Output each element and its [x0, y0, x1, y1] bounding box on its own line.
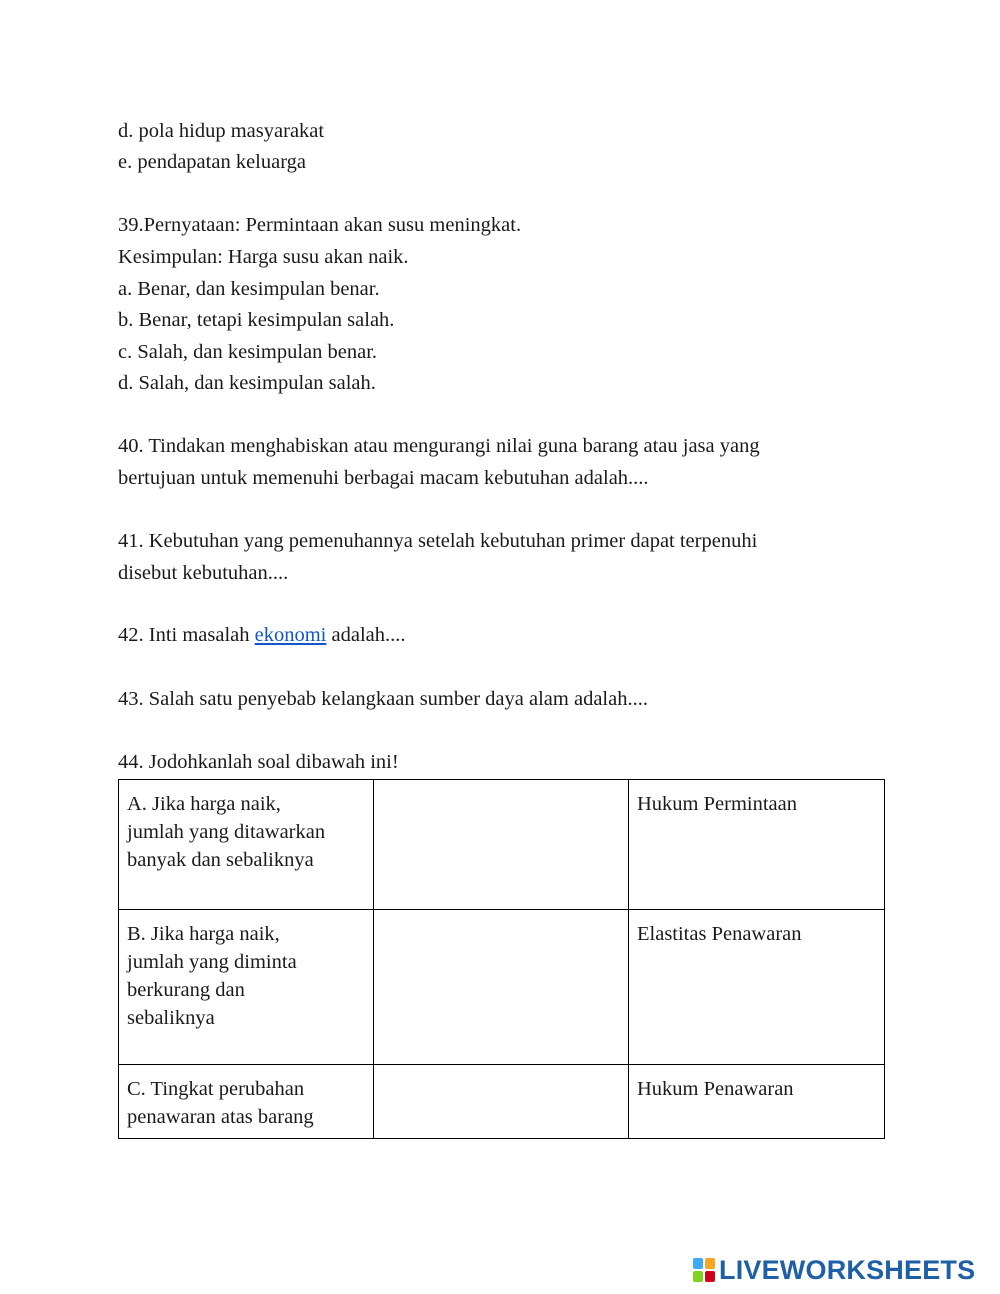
liveworksheets-logo-icon — [693, 1258, 715, 1282]
q44-question: 44. Jodohkanlah soal dibawah ini! — [118, 751, 399, 773]
q43-question: 43. Salah satu penyebab kelangkaan sumber daya alam adalah.... — [118, 688, 648, 710]
q42-prefix: 42. Inti masalah — [118, 624, 255, 646]
answer-drop-cell-2[interactable] — [374, 910, 629, 1065]
option-cell-3[interactable]: Hukum Penawaran — [629, 1065, 885, 1139]
q39-option-c: c. Salah, dan kesimpulan benar. — [118, 341, 378, 363]
q39-option-b: b. Benar, tetapi kesimpulan salah. — [118, 309, 395, 331]
q39-statement: 39.Pernyataan: Permintaan akan susu meningkat. — [118, 214, 522, 236]
logo-block-icon — [705, 1258, 715, 1269]
option-cell-1[interactable]: Hukum Permintaan — [629, 780, 885, 910]
q42-suffix: adalah.... — [326, 624, 406, 646]
option-e-prev: e. pendapatan keluarga — [118, 151, 307, 173]
q42-question — [118, 622, 406, 648]
table-row — [119, 1065, 885, 1139]
q40-line2: bertujuan untuk memenuhi berbagai macam kebutuhan adalah.... — [118, 467, 649, 489]
table-row — [119, 910, 885, 1065]
answer-drop-cell-3[interactable] — [374, 1065, 629, 1139]
logo-text: LIVEWORKSHEETS — [719, 1254, 976, 1285]
ekonomi-link[interactable]: ekonomi — [254, 624, 327, 646]
option-cell-2[interactable]: Elastitas Penawaran — [629, 910, 885, 1065]
q40-line1: 40. Tindakan menghabiskan atau mengurangi nilai guna barang atau jasa yang — [118, 435, 760, 457]
logo-block-icon — [693, 1258, 703, 1269]
premise-cell-b: B. Jika harga naik, jumlah yang diminta berkurang dan sebaliknya — [119, 910, 374, 1065]
q39-option-a: a. Benar, dan kesimpulan benar. — [118, 278, 380, 300]
answer-drop-cell-1[interactable] — [374, 780, 629, 910]
liveworksheets-logo — [693, 1255, 975, 1285]
q41-line2: disebut kebutuhan.... — [118, 562, 289, 584]
matching-table — [118, 779, 885, 1139]
logo-block-icon — [705, 1271, 715, 1282]
premise-cell-c: C. Tingkat perubahan penawaran atas barang — [119, 1065, 374, 1139]
premise-cell-a: A. Jika harga naik, jumlah yang ditawarkan banyak dan sebaliknya — [119, 780, 374, 910]
logo-block-icon — [693, 1271, 703, 1282]
q39-conclusion: Kesimpulan: Harga susu akan naik. — [118, 246, 409, 268]
table-row — [119, 780, 885, 910]
q39-option-d: d. Salah, dan kesimpulan salah. — [118, 372, 376, 394]
option-d-prev: d. pola hidup masyarakat — [118, 120, 325, 142]
q41-line1: 41. Kebutuhan yang pemenuhannya setelah kebutuhan primer dapat terpenuhi — [118, 530, 758, 552]
